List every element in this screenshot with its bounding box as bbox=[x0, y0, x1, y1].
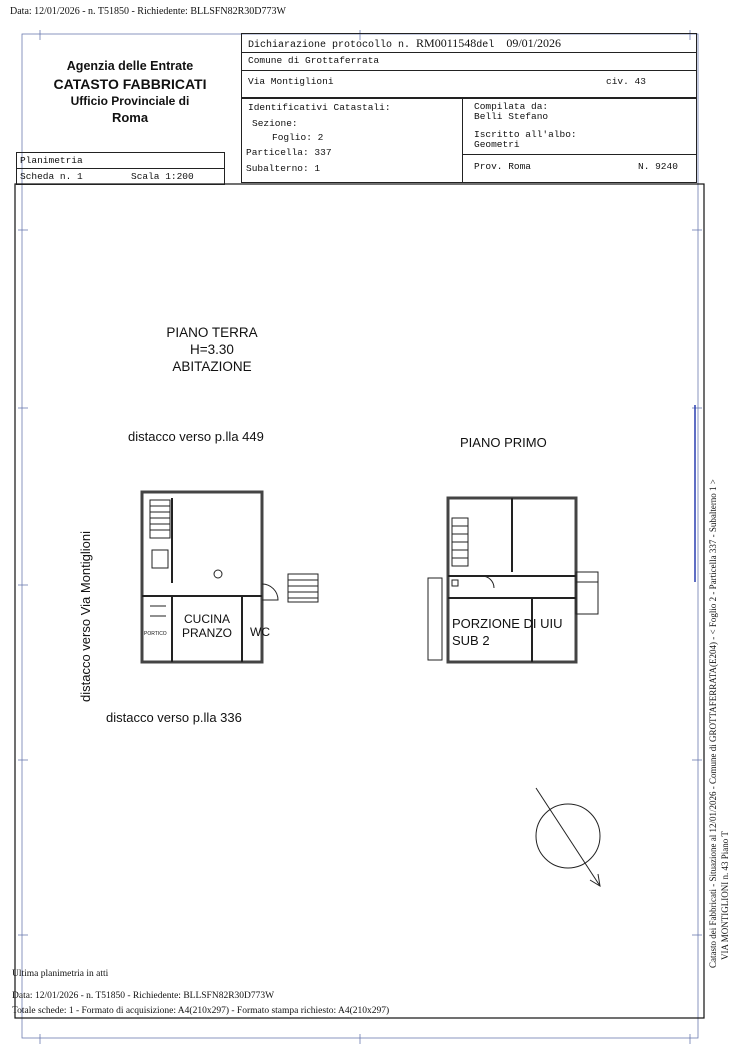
del-label: del bbox=[476, 40, 495, 51]
side-text-1: Catasto dei Fabbricati - Situazione al 12/01/2026 - Comune di GROTTAFERRATA(E204) - < Foglio 2 - Particella 337 - Subalterno 1 > bbox=[708, 479, 718, 968]
provincia: Prov. Roma bbox=[474, 161, 532, 172]
side-text-2: VIA MONTIGLIONI n. 43 Piano T bbox=[720, 831, 730, 960]
porzione-label bbox=[452, 615, 563, 649]
via: Via Montiglioni bbox=[248, 76, 334, 87]
catasto-title: CATASTO FABBRICATI bbox=[53, 76, 207, 92]
sezione: Sezione: bbox=[252, 118, 298, 129]
identificativi-box bbox=[241, 97, 697, 183]
ufficio-city: Roma bbox=[111, 110, 149, 125]
north-arrow-icon bbox=[528, 784, 608, 894]
scala-label: Scala 1:200 bbox=[131, 171, 194, 182]
altezza-label: H=3.30 bbox=[190, 342, 234, 357]
declaration-line bbox=[248, 36, 561, 51]
iscritto-label: Iscritto all'albo: bbox=[474, 129, 577, 140]
protocol-number: RM0011548 bbox=[416, 36, 477, 50]
sub-text: SUB 2 bbox=[452, 633, 490, 648]
planimetria-label: Planimetria bbox=[20, 155, 83, 166]
scheda-label: Scheda n. 1 bbox=[20, 171, 83, 182]
comune: Comune di Grottaferrata bbox=[248, 55, 380, 66]
top-stamp: Data: 12/01/2026 - n. T51850 - Richiedente: BLLSFN82R30D773W bbox=[10, 6, 286, 17]
declaration-label: Dichiarazione protocollo n. bbox=[248, 40, 411, 51]
agency-name: Agenzia delle Entrate bbox=[66, 59, 194, 73]
civico: civ. 43 bbox=[606, 76, 646, 87]
footer-totale: Totale schede: 1 - Formato di acquisizione: A4(210x297) - Formato stampa richiesto: A4(210x297) bbox=[12, 1006, 390, 1016]
agency-header bbox=[20, 58, 240, 127]
piano-primo-label: PIANO PRIMO bbox=[460, 435, 547, 450]
albo: Geometri bbox=[474, 139, 520, 150]
piano-terra-title: PIANO TERRA bbox=[166, 325, 258, 340]
distacco-449: distacco verso p.lla 449 bbox=[128, 429, 264, 444]
declaration-box bbox=[241, 33, 697, 99]
albo-numero: N. 9240 bbox=[638, 161, 678, 172]
portico-label: PORTICO bbox=[144, 631, 167, 637]
foglio: Foglio: 2 bbox=[272, 132, 324, 143]
identificativi-title: Identificativi Catastali: bbox=[248, 102, 391, 113]
pranzo-text: PRANZO bbox=[181, 626, 232, 640]
particella: Particella: 337 bbox=[246, 147, 332, 158]
ultima-planimetria: Ultima planimetria in atti bbox=[12, 969, 109, 979]
footer-stamp: Data: 12/01/2026 - n. T51850 - Richiedente: BLLSFN82R30D773W bbox=[12, 991, 275, 1001]
piano-terra-label bbox=[152, 324, 272, 375]
compilata-title: Compilata da: bbox=[474, 101, 549, 112]
porzione-text: PORZIONE DI UIU bbox=[452, 616, 563, 631]
compilata-name: Belli Stefano bbox=[474, 111, 549, 122]
abitazione-label: ABITAZIONE bbox=[172, 359, 252, 374]
wc-label: WC bbox=[250, 625, 270, 639]
subalterno: Subalterno: 1 bbox=[246, 163, 321, 174]
declaration-date: 09/01/2026 bbox=[506, 36, 561, 50]
cucina-label bbox=[172, 612, 242, 640]
cucina-text: CUCINA bbox=[183, 612, 230, 626]
distacco-via: distacco verso Via Montiglioni bbox=[78, 530, 93, 702]
distacco-336: distacco verso p.lla 336 bbox=[106, 710, 242, 725]
planimetria-box bbox=[16, 152, 225, 185]
ufficio-label: Ufficio Provinciale di bbox=[70, 94, 190, 108]
